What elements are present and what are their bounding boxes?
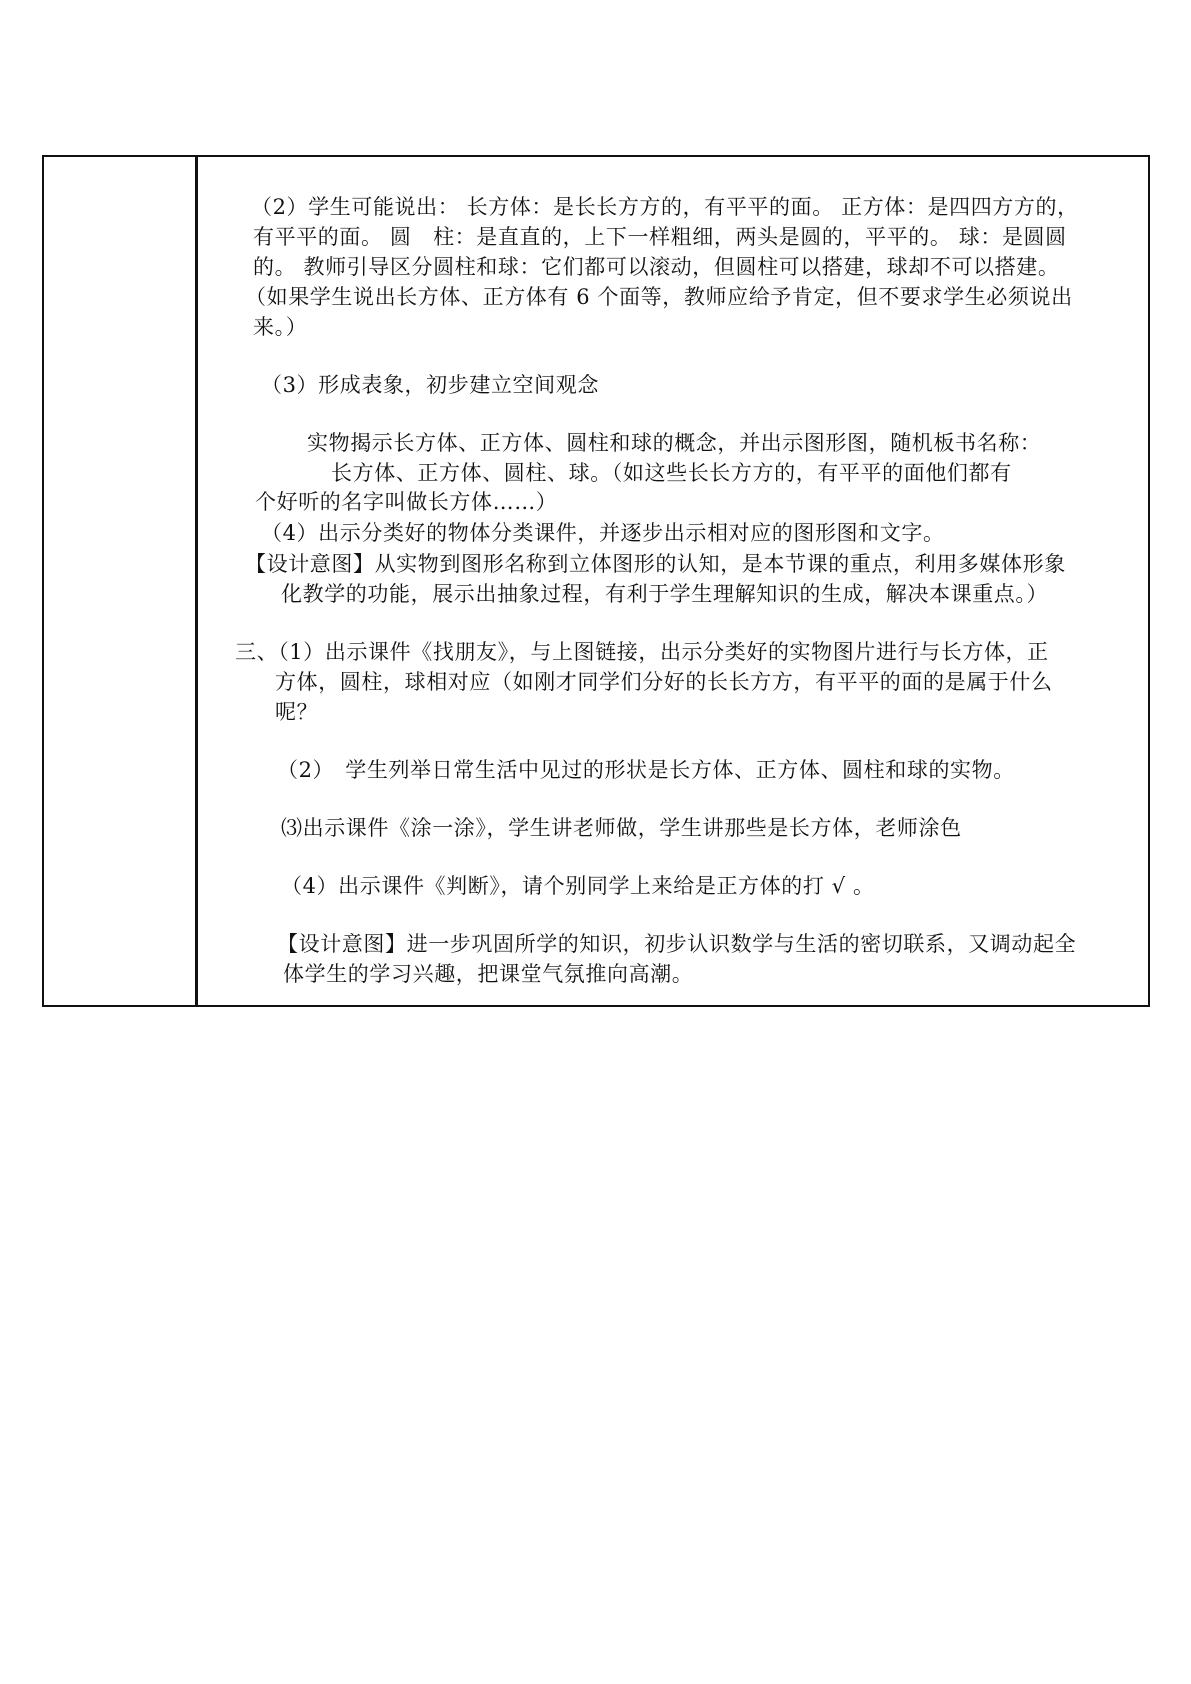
text-line-1: （2）学生可能说出： 长方体：是长长方方的，有平平的面。 正方体：是四四方方的， xyxy=(251,195,1079,219)
section-three-line-1: 三、（1）出示课件《找朋友》，与上图链接，出示分类好的实物图片进行与长方体，正 xyxy=(235,640,1049,664)
text-line-6: （3）形成表象，初步建立空间观念 xyxy=(261,373,599,397)
text-line-list-4: （4）出示课件《判断》，请个别同学上来给是正方体的打 √ 。 xyxy=(281,874,875,898)
table-left-cell xyxy=(44,157,198,1005)
text-line-3: 的。 教师引导区分圆柱和球：它们都可以滚动，但圆柱可以搭建，球却不可以搭建。 xyxy=(253,255,1060,279)
design-intent-1-cont: 化教学的功能，展示出抽象过程，有利于学生理解知识的生成，解决本课重点。） xyxy=(281,582,1049,606)
text-line-4: （如果学生说出长方体、正方体有 6 个面等，教师应给予肯定，但不要求学生必须说出 xyxy=(245,285,1073,309)
design-intent-2: 【设计意图】进一步巩固所学的知识，初步认识数学与生活的密切联系，又调动起全 xyxy=(277,932,1077,956)
text-line-7: 实物揭示长方体、正方体、圆柱和球的概念，并出示图形图，随机板书名称： xyxy=(307,431,1042,455)
section-three-line-3: 呢？ xyxy=(275,700,319,724)
text-line-list-3: ⑶出示课件《涂一涂》，学生讲老师做，学生讲那些是长方体，老师涂色 xyxy=(281,816,962,840)
table-right-cell xyxy=(201,157,1148,1005)
design-intent-2-cont: 体学生的学习兴趣，把课堂气氛推向高潮。 xyxy=(283,962,694,986)
section-three-line-2: 方体，圆柱，球相对应（如刚才同学们分好的长长方方，有平平的面的是属于什么 xyxy=(275,670,1053,694)
text-line-5: 来。） xyxy=(253,315,308,339)
lesson-table xyxy=(42,155,1150,1007)
design-intent-1: 【设计意图】从实物到图形名称到立体图形的认知，是本节课的重点，利用多媒体形象 xyxy=(245,552,1066,576)
text-line-10: （4）出示分类好的物体分类课件，并逐步出示相对应的图形图和文字。 xyxy=(261,521,945,545)
text-line-2: 有平平的面。 圆 柱：是直直的，上下一样粗细，两头是圆的，平平的。 球：是圆圆 xyxy=(253,225,1067,249)
text-line-8: 长方体、正方体、圆柱、球。（如这些长长方方的，有平平的面他们都有 xyxy=(331,461,1012,485)
text-line-9: 个好听的名字叫做长方体……） xyxy=(255,490,558,514)
text-line-list-2: （2） 学生列举日常生活中见过的形状是长方体、正方体、圆柱和球的实物。 xyxy=(277,758,1015,782)
